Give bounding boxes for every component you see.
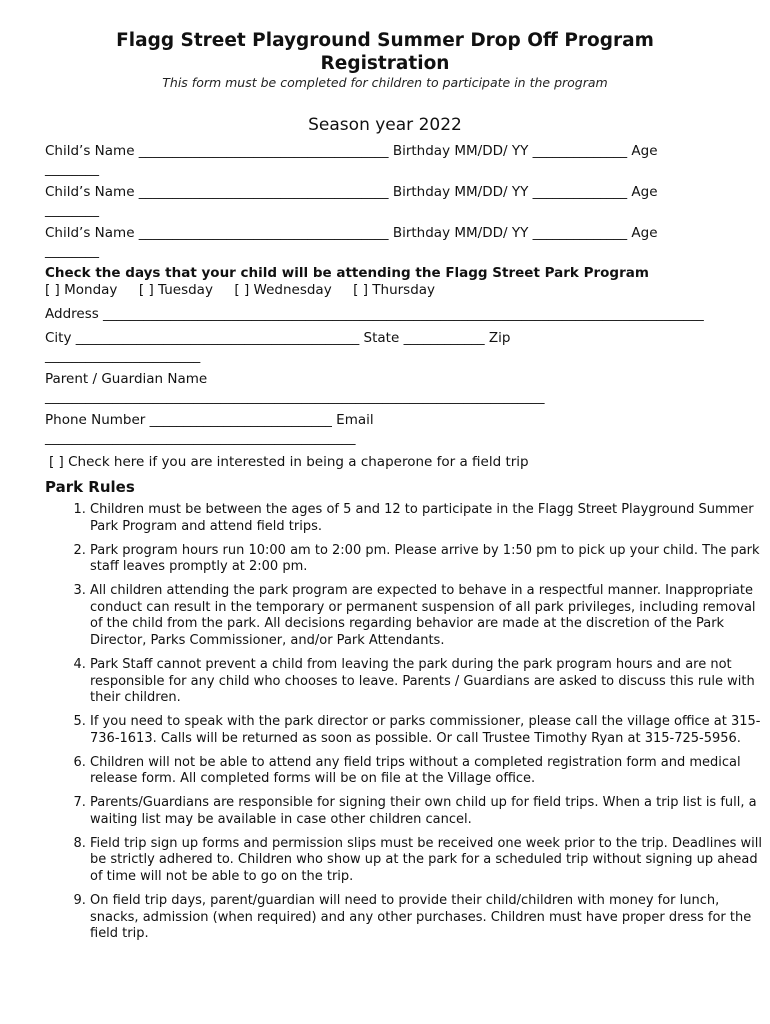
- phone-email-field[interactable]: Phone Number ___________________________ Email: [45, 412, 374, 428]
- season-year: Season year 2022: [308, 115, 462, 135]
- park-rules-heading: Park Rules: [45, 478, 135, 496]
- city-state-zip-field[interactable]: City __________________________________________ State ____________ Zip: [45, 330, 511, 346]
- wednesday-checkbox[interactable]: [ ] Wednesday: [234, 282, 332, 298]
- tuesday-checkbox[interactable]: [ ] Tuesday: [138, 282, 213, 298]
- chaperone-checkbox[interactable]: [ ] Check here if you are interested in being a chaperone for a field trip: [49, 454, 529, 470]
- rule-item: 1. Children must be between the ages of 5 and 12 to participate in the Flagg Street Playground Summer Park Program and attend field trips.: [90, 502, 770, 535]
- child-name-field-3[interactable]: Child’s Name _____________________________________ Birthday MM/DD/ YY ______________ Age: [45, 225, 658, 241]
- rule-item: 7. Parents/Guardians are responsible for signing their own child up for field trips. When a trip list is full, a waiting list may be available in case other children cancel.: [90, 795, 770, 828]
- email-field-continued[interactable]: ______________________________________________: [45, 430, 356, 446]
- rule-item: 8. Field trip sign up forms and permission slips must be received one week prior to the trip. Deadlines will be strictly adhered to. Children who show up at the park for a scheduled trip without signing up ahead of time will not be able to go on the trip.: [90, 836, 770, 886]
- thursday-checkbox[interactable]: [ ] Thursday: [353, 282, 436, 298]
- rule-item: 5. If you need to speak with the park director or parks commissioner, please call the village office at 315-736-1613. Calls will be returned as soon as possible. Or call Trustee Timothy Ryan at 315-725-5956.: [90, 714, 770, 747]
- days-options: [45, 282, 435, 298]
- days-heading: Check the days that your child will be attending the Flagg Street Park Program: [45, 265, 649, 281]
- child-age-field-3[interactable]: ________: [45, 243, 99, 259]
- form-title-line1: Flagg Street Playground Summer Drop Off Program: [116, 30, 654, 51]
- rule-item: 6. Children will not be able to attend any field trips without a completed registration form and medical release form. All completed forms will be on file at the Village office.: [90, 755, 770, 788]
- child-name-field-1[interactable]: Child’s Name _____________________________________ Birthday MM/DD/ YY ______________ Age: [45, 143, 658, 159]
- rule-item: 3. All children attending the park program are expected to behave in a respectful manner. Inappropriate conduct can result in the temporary or permanent suspension of all park privileges, including removal of the child from the park. All decisions regarding behavior are made at the discretion of the Park Director, Parks Commissioner, and/or Park Attendants.: [90, 583, 770, 649]
- child-age-field-1[interactable]: ________: [45, 161, 99, 177]
- child-age-field-2[interactable]: ________: [45, 202, 99, 218]
- rule-item: 2. Park program hours run 10:00 am to 2:00 pm. Please arrive by 1:50 pm to pick up your child. The park staff leaves promptly at 2:00 pm.: [90, 543, 770, 576]
- zip-field-continued[interactable]: _______________________: [45, 348, 201, 364]
- guardian-name-label: Parent / Guardian Name: [45, 371, 208, 387]
- park-rules-list: [45, 502, 770, 950]
- rule-item: 9. On field trip days, parent/guardian will need to provide their child/children with money for lunch, snacks, admission (when required) and any other purchases. Children must have proper dress for the field trip.: [90, 893, 770, 943]
- child-name-field-2[interactable]: Child’s Name _____________________________________ Birthday MM/DD/ YY ______________ Age: [45, 184, 658, 200]
- form-subtitle: This form must be completed for children to participate in the program: [162, 75, 608, 90]
- guardian-name-field[interactable]: __________________________________________________________________________: [45, 389, 545, 405]
- address-field[interactable]: Address _________________________________________________________________________________________: [45, 306, 704, 322]
- rule-item: 4. Park Staff cannot prevent a child from leaving the park during the park program hours and are not responsible for any child who chooses to leave. Parents / Guardians are asked to discuss this rule with their children.: [90, 657, 770, 707]
- monday-checkbox[interactable]: [ ] Monday: [45, 282, 118, 298]
- form-title-line2: Registration: [320, 53, 450, 74]
